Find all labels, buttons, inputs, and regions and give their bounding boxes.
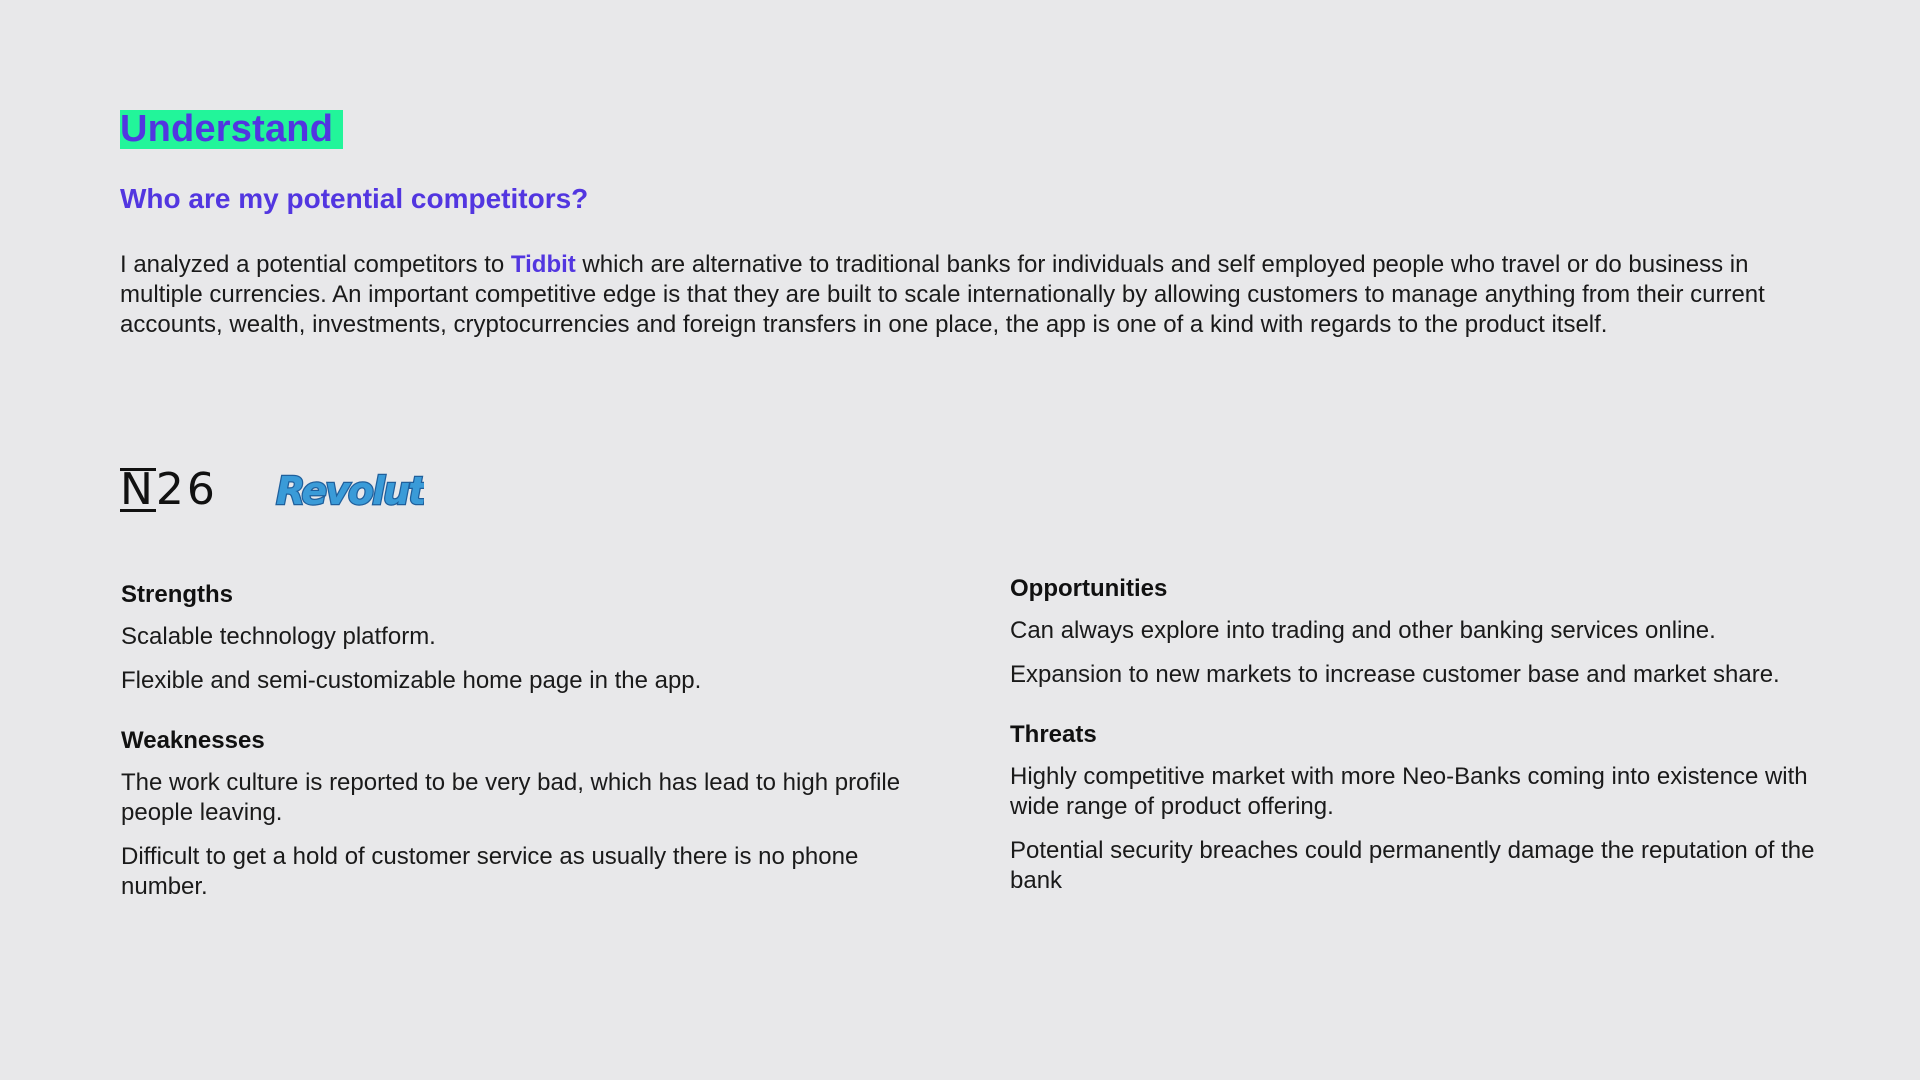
- competitor-logos: [120, 462, 424, 518]
- strength-item: Flexible and semi-customizable home page in the app.: [121, 667, 702, 694]
- opportunities-heading: Opportunities: [1010, 575, 1168, 602]
- threat-item: Highly competitive market with more Neo-Banks coming into existence with wide range of product offering.: [1010, 763, 1808, 820]
- intro-text-after: which are alternative to traditional banks for individuals and self employed people who travel or do business in multiple currencies. An important competitive edge is that they are built to scale internationally by allowing customers to manage anything from their current accounts, wealth, investments, cryptocurrencies and foreign transfers in one place, the app is one of a kind with regards to the product itself.: [120, 251, 1765, 338]
- n26-logo-digits: 26: [155, 464, 218, 515]
- threat-item: Potential security breaches could permanently damage the reputation of the bank: [1010, 837, 1815, 894]
- revolut-logo-text: Revolut: [275, 469, 424, 513]
- n26-logo-n: N: [120, 464, 156, 515]
- brand-name-tidbit: Tidbit: [510, 251, 576, 278]
- intro-text-before: I analyzed a potential competitors to: [120, 251, 511, 278]
- revolut-logo: [274, 464, 424, 516]
- strengths-heading: Strengths: [121, 581, 234, 608]
- section-tag: Understand: [120, 110, 343, 149]
- threats-heading: Threats: [1010, 721, 1097, 748]
- swot-left-column: [121, 580, 921, 932]
- weakness-item: Difficult to get a hold of customer service as usually there is no phone number.: [121, 843, 859, 900]
- intro-paragraph: [120, 250, 1820, 340]
- threats-group: [1010, 720, 1860, 896]
- opportunity-item: Expansion to new markets to increase customer base and market share.: [1010, 661, 1780, 688]
- weaknesses-group: [121, 726, 921, 902]
- swot-right-column: [1010, 574, 1860, 926]
- weakness-item: The work culture is reported to be very bad, which has lead to high profile people leaving.: [121, 769, 901, 826]
- opportunities-group: [1010, 574, 1860, 690]
- opportunity-item: Can always explore into trading and other banking services online.: [1010, 617, 1716, 644]
- n26-logo: [120, 464, 218, 515]
- page-question: Who are my potential competitors?: [120, 183, 589, 214]
- weaknesses-heading: Weaknesses: [121, 727, 265, 754]
- strengths-group: [121, 580, 921, 696]
- strength-item: Scalable technology platform.: [121, 623, 436, 650]
